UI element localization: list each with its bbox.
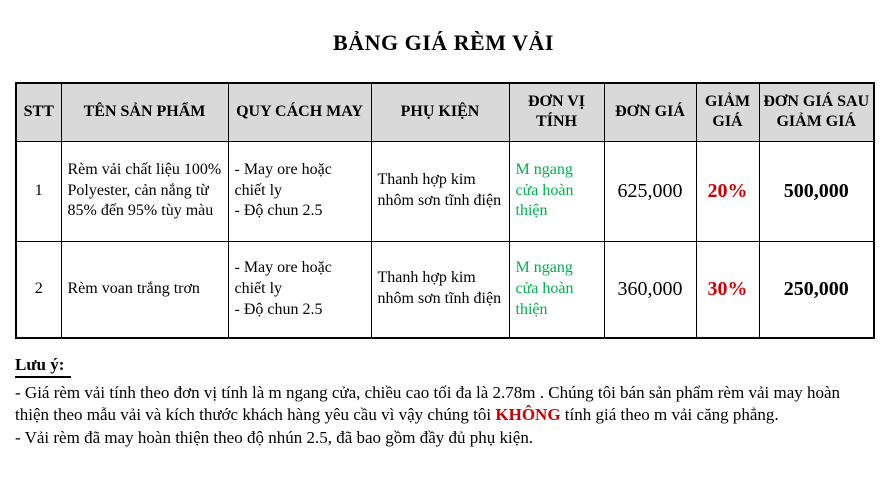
price-after-discount: 250,000 [759, 241, 874, 338]
col-header-product-name: TÊN SẢN PHẨM [61, 83, 228, 141]
table-row [16, 241, 874, 338]
note-1-highlight: KHÔNG [495, 405, 561, 424]
note-1-text-before: - Giá rèm vải tính theo đơn vị tính là m ngang cửa, chiều cao tối đa là 2.78m . Chúng tôi bán sản phẩm rèm vải may hoàn thiện theo mẫu vải và kích thước khách hàng yêu cầu vì vậy chúng tôi [15, 383, 841, 424]
table-row [16, 141, 874, 241]
accessories: Thanh hợp kim nhôm sơn tĩnh điện [371, 241, 509, 338]
col-header-stt: STT [16, 83, 61, 141]
sewing-spec-line: - May ore hoặc chiết ly [234, 259, 332, 297]
discount-percent: 30% [696, 241, 759, 338]
accessories: Thanh hợp kim nhôm sơn tĩnh điện [371, 141, 509, 241]
sewing-spec-line: - Độ chun 2.5 [234, 202, 323, 220]
price-after-discount: 500,000 [759, 141, 874, 241]
sewing-spec-line: - May ore hoặc chiết ly [234, 160, 332, 199]
row-index: 2 [16, 241, 61, 338]
note-line-2: - Vải rèm đã may hoàn thiện theo độ nhún 2.5, đã bao gồm đầy đủ phụ kiện. [15, 428, 534, 447]
col-header-sewing-spec: QUY CÁCH MAY [228, 83, 371, 141]
sewing-spec-line: - Độ chun 2.5 [234, 300, 323, 318]
unit-of-measure: M ngang cửa hoàn thiện [509, 141, 604, 241]
notes-heading [15, 355, 875, 378]
col-header-price-after-discount: ĐƠN GIÁ SAU GIẢM GIÁ [759, 83, 874, 141]
col-header-unit: ĐƠN VỊ TÍNH [509, 83, 604, 141]
unit-of-measure: M ngang cửa hoàn thiện [509, 241, 604, 338]
row-index: 1 [16, 141, 61, 241]
unit-price: 360,000 [604, 241, 696, 338]
sewing-spec [228, 141, 371, 241]
table-header-row [16, 83, 874, 141]
note-line-1 [15, 382, 875, 426]
product-name: Rèm vải chất liệu 100% Polyester, cản nắng từ 85% đến 95% tùy màu [61, 141, 228, 241]
curtain-price-document [0, 30, 887, 449]
notes-heading-label: Lưu ý: [15, 355, 71, 378]
product-name: Rèm voan trắng trơn [61, 241, 228, 338]
price-table [15, 82, 875, 339]
col-header-accessories: PHỤ KIỆN [371, 83, 509, 141]
page-title: BẢNG GIÁ RÈM VẢI [333, 30, 554, 55]
note-1-text-after: tính giá theo m vải căng phẳng. [560, 405, 779, 424]
col-header-unit-price: ĐƠN GIÁ [604, 83, 696, 141]
unit-price: 625,000 [604, 141, 696, 241]
discount-percent: 20% [696, 141, 759, 241]
sewing-spec [228, 241, 371, 338]
notes-section [15, 355, 875, 449]
col-header-discount: GIẢM GIÁ [696, 83, 759, 141]
